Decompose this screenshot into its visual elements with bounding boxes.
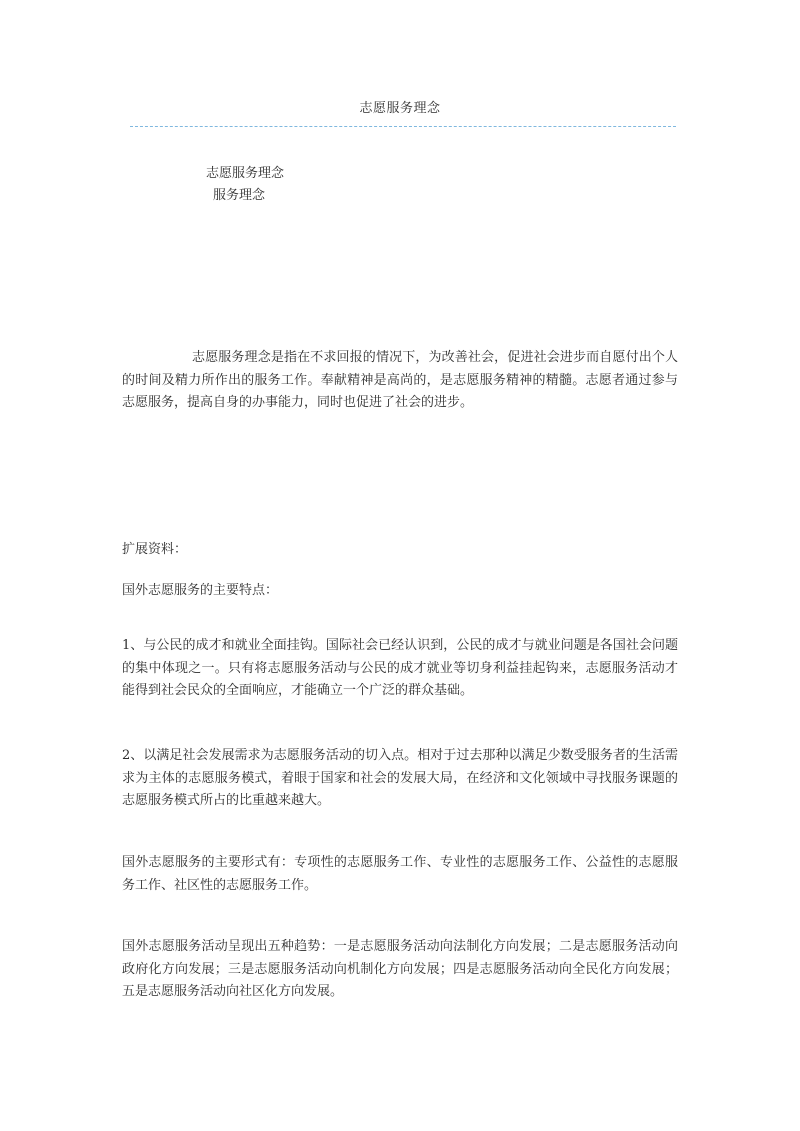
extended-label: 扩展资料： [122, 542, 188, 557]
page-title: 志愿服务理念 [359, 101, 441, 116]
subtitle-secondary: 服务理念 [213, 188, 266, 203]
forms-paragraph: 国外志愿服务的主要形式有：专项性的志愿服务工作、专业性的志愿服务工作、公益性的志愿服务工作、社区性的志愿服务工作。 [122, 855, 678, 893]
features-heading: 国外志愿服务的主要特点： [122, 583, 279, 598]
intro-paragraph: 志愿服务理念是指在不求回报的情况下，为改善社会，促进社会进步而自愿付出个人的时间及精力所作出的服务工作。奉献精神是高尚的，是志愿服务精神的精髓。志愿者通过参与志愿服务，提高自身的办事能力，同时也促进了社会的进步。 [122, 350, 678, 410]
feature-point-1: 1、与公民的成才和就业全面挂钩。国际社会已经认识到，公民的成才与就业问题是各国社会问题的集中体现之一。只有将志愿服务活动与公民的成才就业等切身利益挂起钩来，志愿服务活动才能得到社会民众的全面响应，才能确立一个广泛的群众基础。 [122, 638, 678, 698]
trends-paragraph: 国外志愿服务活动呈现出五种趋势：一是志愿服务活动向法制化方向发展；二是志愿服务活动向政府化方向发展；三是志愿服务活动向机制化方向发展；四是志愿服务活动向全民化方向发展；五是志愿服务活动向社区化方向发展。 [122, 939, 678, 999]
subtitle-primary: 志愿服务理念 [206, 166, 285, 181]
feature-point-2: 2、以满足社会发展需求为志愿服务活动的切入点。相对于过去那种以满足少数受服务者的生活需求为主体的志愿服务模式，着眼于国家和社会的发展大局，在经济和文化领域中寻找服务课题的志愿服务模式所占的比重越来越大。 [122, 748, 678, 808]
header-divider [130, 126, 676, 127]
